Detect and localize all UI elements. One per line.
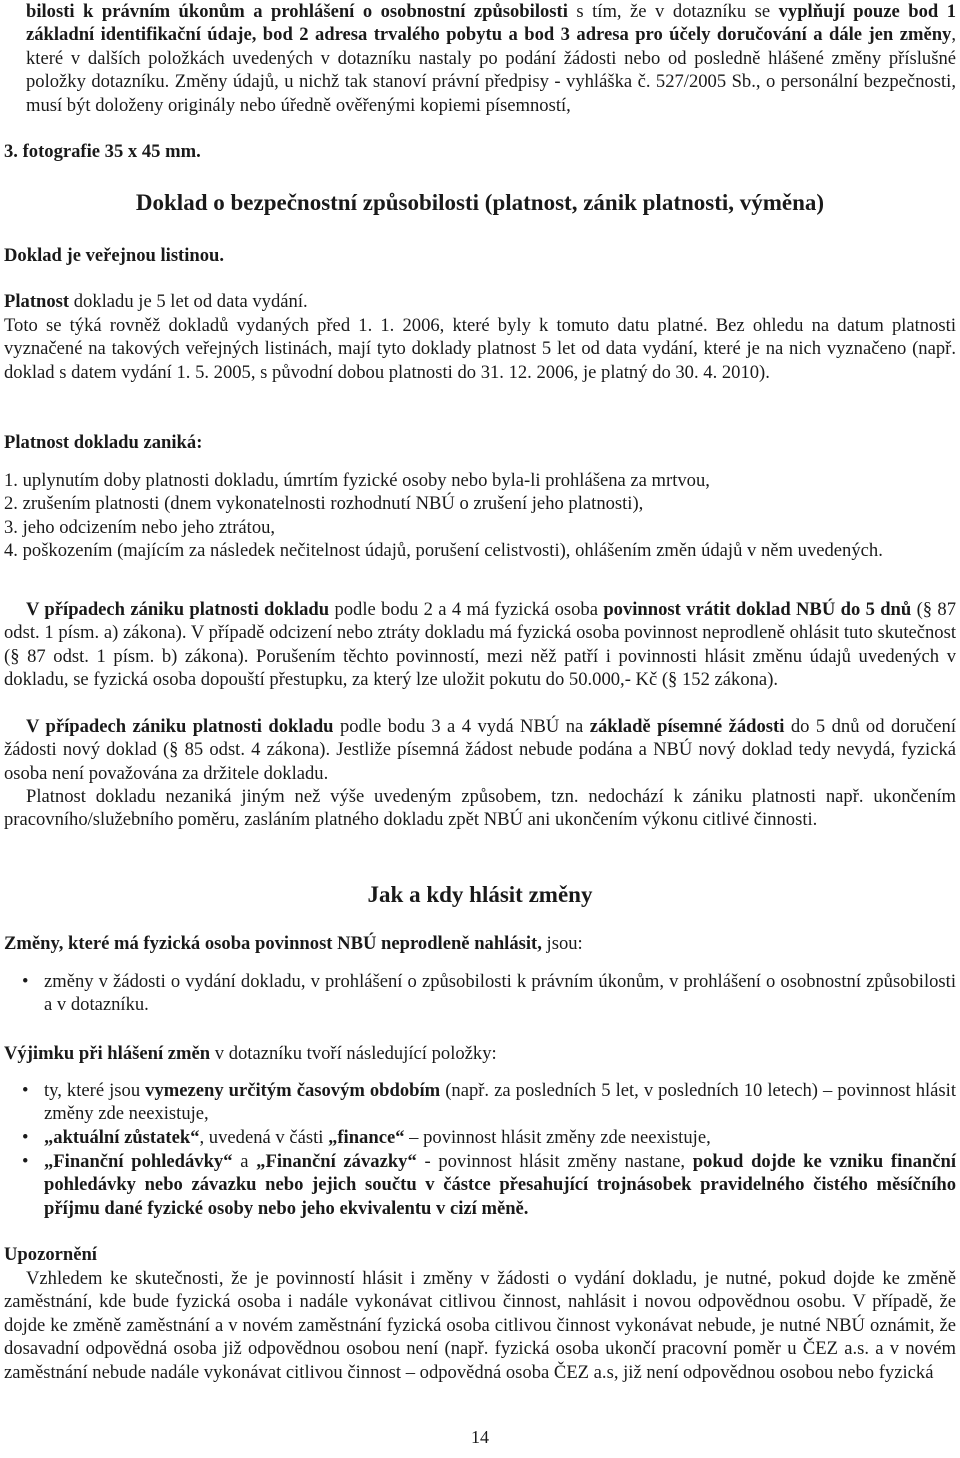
validity-paragraph: Toto se týká rovněž dokladů vydaných před 1. 1. 2006, které byly k tomuto datu platné. Bez ohledu na datum platnosti vyznačené na takových veřejných listinách, mají tyto doklady platnost 5 let od data vydání, které je na nich vyznačeno (např. doklad s datem vydání 1. 5. 2005, s původní dobou platnosti do 31. 12. 2006, je platný do 30. 4. 2010). xyxy=(4,315,956,383)
validity-text: dokladu je 5 let od data vydání. xyxy=(69,291,308,312)
case1-text-1: podle bodu 2 a 4 má fyzická osoba xyxy=(329,599,604,620)
not-expire-paragraph: Platnost dokladu nezaniká jiným než výše uvedeným způsobem, tzn. nedochází k zániku platnosti např. ukončením pracovního/služebního poměru, zasláním platného dokladu zpět NBÚ ani ukončením výkonu citlivé činnosti. xyxy=(4,786,956,831)
section-heading-changes: Jak a kdy hlásit změny xyxy=(367,882,593,907)
validity-line xyxy=(4,290,308,313)
must-report-intro xyxy=(4,932,583,955)
exceptions-intro xyxy=(4,1042,497,1065)
intro-bold-2: vyplňují pouze bod 1 základní identifikační údaje, bod 2 adresa trvalého pobytu a bod 3 adresa pro účely doručování a dále jen změny xyxy=(26,1,956,46)
ex1-bold-1: vymezeny určitým časovým obdobím xyxy=(145,1080,441,1101)
ex3-bold-2: „Finanční závazky“ xyxy=(256,1151,417,1172)
public-document-note: Doklad je veřejnou listinou. xyxy=(4,245,225,266)
ex2-text-2: – povinnost hlásit změny zde neexistuje, xyxy=(404,1127,711,1148)
must-report-text: jsou: xyxy=(541,933,583,954)
warning-paragraph: Vzhledem ke skutečnosti, že je povinností hlásit i změny v žádosti o vydání dokladu, je nutné, pokud dojde ke změně zaměstnání, kde bude fyzická osoba i nadále vykonávat citlivou činnost, nahlásit i novou odpovědnou osobu. V případě, že dojde ke změně zaměstnání a v novém zaměstnání fyzická osoba citlivou činnost vykonávat nebude, je nutné NBÚ oznámit, že dosavadní odpovědná osoba již odpovědnou osobou není (např. fyzická osoba ukončí pracovní poměr u ČEZ a.s. a v novém zaměstnání nebude nadále vykonávat citlivou činnost – odpovědná osoba ČEZ a.s, již není odpovědnou osobou nebo fyzická xyxy=(4,1268,956,1383)
ex3-text-2: - povinnost hlásit změny nastane, xyxy=(416,1151,693,1172)
must-report-bold: Změny, které má fyzická osoba povinnost NBÚ neprodleně nahlásit, xyxy=(4,933,542,954)
case1-bold-1: V případech zániku platnosti dokladu xyxy=(26,599,330,620)
ex2-bold-1: „aktuální zůstatek“ xyxy=(44,1127,200,1148)
validity-bold: Platnost xyxy=(4,291,70,312)
ex1-text-2: (např. za posledních 5 let, v posledních 10 letech) – povinnost hlásit změny zde neexistuje, xyxy=(44,1080,956,1125)
ex3-bold-3: pokud dojde ke vzniku finanční pohledávky nebo závazku nebo jejich součtu v částce přesahující trojnásobek pravidelného čistého měsíčního příjmu dané fyzické osoby nebo jeho ekvivalentu v cizí měně. xyxy=(44,1151,956,1219)
case2-text-1: podle bodu 3 a 4 vydá NBÚ na xyxy=(333,716,590,737)
ex2-bold-2: „finance“ xyxy=(328,1127,405,1148)
exception-item-1 xyxy=(4,1079,956,1126)
expires-heading: Platnost dokladu zaniká: xyxy=(4,432,203,453)
case1-text-2: (§ 87 odst. 1 písm. a) zákona). V případě odcizení nebo ztráty dokladu má fyzická osoba povinnost neprodleně ohlásit tuto skutečnost (§ 87 odst. 1 písm. b) zákona). Porušením těchto povinností, mezi něž patří i povinnosti hlásit změnu údajů uvedených v dokladu, se fyzická osoba dopouští přestupku, za který lze uložit pokutu do 50.000,- Kč (§ 152 zákona). xyxy=(4,599,956,691)
exceptions-bold: Výjimku při hlášení změn xyxy=(4,1043,211,1064)
warning-heading: Upozornění xyxy=(4,1244,97,1265)
must-report-item: • změny v žádosti o vydání dokladu, v prohlášení o způsobilosti k právním úkonům, v prohlášení o osobnostní způsobilosti a v dotazníku. xyxy=(4,970,956,1017)
section-heading-doklad: Doklad o bezpečnostní způsobilosti (platnost, zánik platnosti, výměna) xyxy=(135,190,825,215)
intro-bold-1: bilosti k právním úkonům a prohlášení o osobnostní způsobilosti xyxy=(26,1,568,22)
intro-paragraph xyxy=(4,0,956,117)
case2-paragraph xyxy=(4,715,956,785)
intro-text-1: s tím, že v dotazníku se xyxy=(567,1,779,22)
exception-item-3 xyxy=(4,1150,956,1220)
list-item: 4. poškozením (majícím za následek nečitelnost údajů, porušení celistvosti), ohlášením změn údajů v něm uvedených. xyxy=(4,540,883,562)
list-item: 1. uplynutím doby platnosti dokladu, úmrtím fyzické osoby nebo byla-li prohlášena za mrtvou, xyxy=(4,470,710,491)
exception-item-2 xyxy=(4,1126,956,1149)
intro-item-3: 3. fotografie 35 x 45 mm. xyxy=(4,141,201,162)
case1-bold-2: povinnost vrátit doklad NBÚ do 5 dnů xyxy=(603,599,912,620)
case1-paragraph xyxy=(4,598,956,692)
case2-bold-1: V případech zániku platnosti dokladu xyxy=(26,716,334,737)
case2-text-2: do 5 dnů od doručení žádosti nový doklad (§ 85 odst. 4 zákona). Jestliže písemná žádost nebude podána a NBÚ nový doklad tedy nevydá, fyzická osoba není považována za držitele dokladu. xyxy=(4,716,957,784)
ex2-text-1: , uvedená v části xyxy=(199,1127,329,1148)
intro-text-2: , které v dalších položkách uvedených v dotazníku nastaly po podání žádosti nebo od posledně hlášené změny příslušné položky dotazníku. Změny údajů, u nichž tak stanoví právní předpisy - vyhláška č. 527/2005 Sb., o personální bezpečnosti, musí být doloženy originály nebo úředně ověřenými kopiemi písemností, xyxy=(26,24,956,116)
ex3-bold-1: „Finanční pohledávky“ xyxy=(44,1151,233,1172)
list-item: 2. zrušením platnosti (dnem vykonatelnosti rozhodnutí NBÚ o zrušení jeho platnosti), xyxy=(4,493,644,515)
exceptions-text: v dotazníku tvoří následující položky: xyxy=(210,1043,497,1064)
ex3-text-1: a xyxy=(232,1151,257,1172)
expires-list xyxy=(4,469,956,563)
case2-bold-2: základě písemné žádosti xyxy=(589,716,785,737)
ex1-text-1: ty, které jsou xyxy=(44,1080,146,1101)
page-number: 14 xyxy=(471,1427,489,1447)
list-item: 3. jeho odcizením nebo jeho ztrátou, xyxy=(4,516,276,538)
